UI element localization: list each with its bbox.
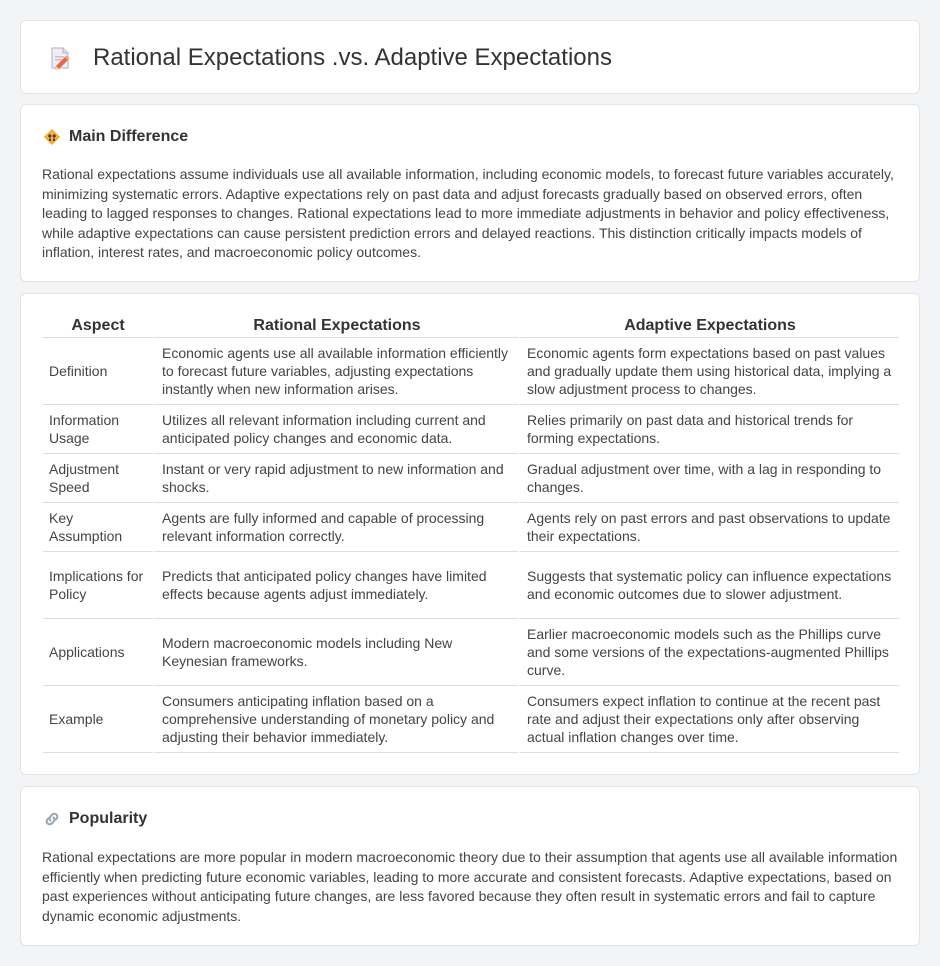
header-aspect: Aspect	[43, 316, 153, 338]
table-row	[43, 503, 899, 552]
table-header-row	[43, 316, 899, 338]
table-row	[43, 338, 899, 405]
table-row	[43, 619, 899, 686]
rational-cell: Modern macroeconomic models including New Keynesian frameworks.	[153, 619, 518, 686]
document-pencil-icon	[47, 45, 73, 71]
link-icon	[43, 810, 61, 828]
main-difference-text: Rational expectations assume individuals use all available information, including economic models, to forecast future variables accurately, minimizing systematic errors. Adaptive expectations rely on past data and adjust forecasts gradually based on observed errors, often leading to lagged responses to changes. Rational expectations lead to more immediate adjustments in behavior and policy effectiveness, while adaptive expectations can cause persistent prediction errors and delayed reactions. This distinction critically impacts models of inflation, interest rates, and macroeconomic policy outcomes.	[42, 166, 894, 261]
popularity-title: Popularity	[69, 810, 148, 827]
header-rational: Rational Expectations	[153, 316, 518, 338]
adaptive-cell: Gradual adjustment over time, with a lag in responding to changes.	[518, 454, 899, 503]
adaptive-cell: Consumers expect inflation to continue at the recent past rate and adjust their expectations only after observing actual inflation changes over time.	[518, 686, 899, 753]
aspect-cell: Information Usage	[43, 405, 153, 454]
adaptive-cell: Earlier macroeconomic models such as the Phillips curve and some versions of the expectations-augmented Phillips curve.	[518, 619, 899, 686]
aspect-cell: Applications	[43, 619, 153, 686]
main-difference-header	[43, 127, 188, 147]
comparison-section	[20, 293, 920, 775]
table-row	[43, 686, 899, 753]
popularity-header	[43, 809, 147, 829]
header-adaptive: Adaptive Expectations	[518, 316, 899, 338]
popularity-text: Rational expectations are more popular in modern macroeconomic theory due to their assumption that agents use all available information efficiently when predicting future economic variables, leading to more accurate and consistent forecasts. Adaptive expectations, based on past experiences without anticipating future changes, are less favored because they often result in systematic errors and fail to capture dynamic economic adjustments.	[42, 849, 898, 924]
aspect-cell: Key Assumption	[43, 503, 153, 552]
rational-cell: Economic agents use all available information efficiently to forecast future variables, adjusting expectations instantly when new information arises.	[153, 338, 518, 405]
table-row	[43, 454, 899, 503]
popularity-section	[20, 786, 920, 946]
rational-cell: Predicts that anticipated policy changes have limited effects because agents adjust immediately.	[153, 552, 518, 619]
diamond-sign-icon	[43, 128, 61, 146]
rational-cell: Instant or very rapid adjustment to new information and shocks.	[153, 454, 518, 503]
adaptive-cell: Relies primarily on past data and historical trends for forming expectations.	[518, 405, 899, 454]
rational-cell: Agents are fully informed and capable of processing relevant information correctly.	[153, 503, 518, 552]
aspect-cell: Adjustment Speed	[43, 454, 153, 503]
rational-cell: Consumers anticipating inflation based on a comprehensive understanding of monetary policy and adjusting their behavior immediately.	[153, 686, 518, 753]
comparison-table	[43, 316, 899, 753]
aspect-cell: Example	[43, 686, 153, 753]
main-difference-title: Main Difference	[69, 128, 189, 145]
table-row	[43, 552, 899, 619]
title-card	[20, 20, 920, 94]
adaptive-cell: Economic agents form expectations based on past values and gradually update them using historical data, implying a slow adjustment process to changes.	[518, 338, 899, 405]
aspect-cell: Definition	[43, 338, 153, 405]
table-row	[43, 405, 899, 454]
main-difference-section	[20, 104, 920, 282]
adaptive-cell: Agents rely on past errors and past observations to update their expectations.	[518, 503, 899, 552]
page-title: Rational Expectations .vs. Adaptive Expectations	[93, 44, 612, 71]
adaptive-cell: Suggests that systematic policy can influence expectations and economic outcomes due to slower adjustment.	[518, 552, 899, 619]
rational-cell: Utilizes all relevant information including current and anticipated policy changes and economic data.	[153, 405, 518, 454]
aspect-cell: Implications for Policy	[43, 552, 153, 619]
